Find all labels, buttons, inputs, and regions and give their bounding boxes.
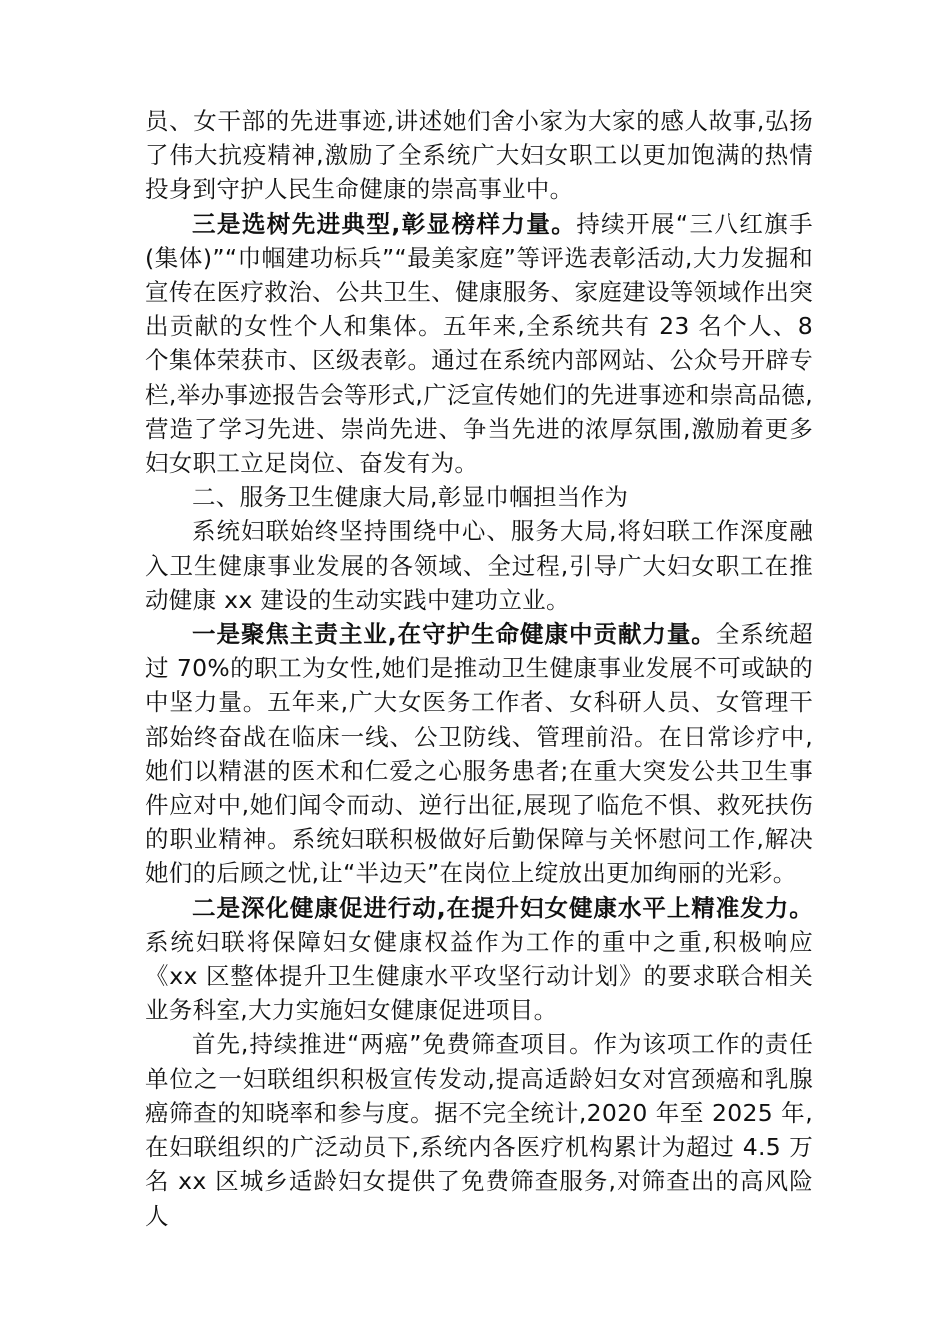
paragraph-7-text: 首先,持续推进“两癌”免费筛查项目。作为该项工作的责任单位之一妇联组织积极宣传发动,提高适龄妇女对宫颈癌和乳腺癌筛查的知晓率和参与度。据不完全统计,2020 年至 2025 年,在妇联组织的广泛动员下,系统内各医疗机构累计为超过 4.5 万名 xx 区城乡适龄妇女提供了免费筛查服务,对筛查出的高风险人 bbox=[145, 1030, 813, 1230]
section-heading-text: 二、服务卫生健康大局,彰显巾帼担当作为 bbox=[192, 483, 629, 512]
paragraph-2 bbox=[145, 207, 813, 481]
paragraph-7 bbox=[145, 1027, 813, 1232]
paragraph-5 bbox=[145, 617, 813, 891]
paragraph-2-text: 持续开展“三八红旗手(集体)”“巾帼建功标兵”“最美家庭”等评选表彰活动,大力发掘和宣传在医疗救治、公共卫生、健康服务、家庭建设等领域作出突出贡献的女性个人和集体。五年来,全系统共有 23 名个人、8 个集体荣获市、区级表彰。通过在系统内部网站、公众号开辟专栏,举办事迹报告会等形式,广泛宣传她们的先进事迹和崇高品德,营造了学习先进、崇尚先进、争当先进的浓厚氛围,激励着更多妇女职工立足岗位、奋发有为。 bbox=[145, 209, 813, 478]
section-heading bbox=[145, 480, 813, 514]
paragraph-2-lead: 三是选树先进典型,彰显榜样力量。 bbox=[192, 209, 577, 238]
document-page bbox=[145, 104, 813, 1233]
paragraph-4 bbox=[145, 514, 813, 617]
paragraph-1 bbox=[145, 104, 813, 207]
paragraph-4-text: 系统妇联始终坚持围绕中心、服务大局,将妇联工作深度融入卫生健康事业发展的各领域、全过程,引导广大妇女职工在推动健康 xx 建设的生动实践中建功立业。 bbox=[145, 517, 813, 614]
paragraph-5-text: 全系统超过 70%的职工为女性,她们是推动卫生健康事业发展不可或缺的中坚力量。五年来,广大女医务工作者、女科研人员、女管理干部始终奋战在临床一线、公卫防线、管理前沿。在日常诊疗中,她们以精湛的医术和仁爱之心服务患者;在重大突发公共卫生事件应对中,她们闻令而动、逆行出征,展现了临危不惧、救死扶伤的职业精神。系统妇联积极做好后勤保障与关怀慰问工作,解决她们的后顾之忧,让“半边天”在岗位上绽放出更加绚丽的光彩。 bbox=[145, 620, 813, 888]
paragraph-6-text: 系统妇联将保障妇女健康权益作为工作的重中之重,积极响应《xx 区整体提升卫生健康水平攻坚行动计划》的要求联合相关业务科室,大力实施妇女健康促进项目。 bbox=[145, 927, 813, 1025]
paragraph-1-text: 员、女干部的先进事迹,讲述她们舍小家为大家的感人故事,弘扬了伟大抗疫精神,激励了全系统广大妇女职工以更加饱满的热情投身到守护人民生命健康的崇高事业中。 bbox=[145, 107, 813, 204]
paragraph-5-lead: 一是聚焦主责主业,在守护生命健康中贡献力量。 bbox=[192, 620, 716, 649]
paragraph-6 bbox=[145, 891, 813, 1028]
paragraph-6-lead: 二是深化健康促进行动,在提升妇女健康水平上精准发力。 bbox=[192, 893, 813, 922]
